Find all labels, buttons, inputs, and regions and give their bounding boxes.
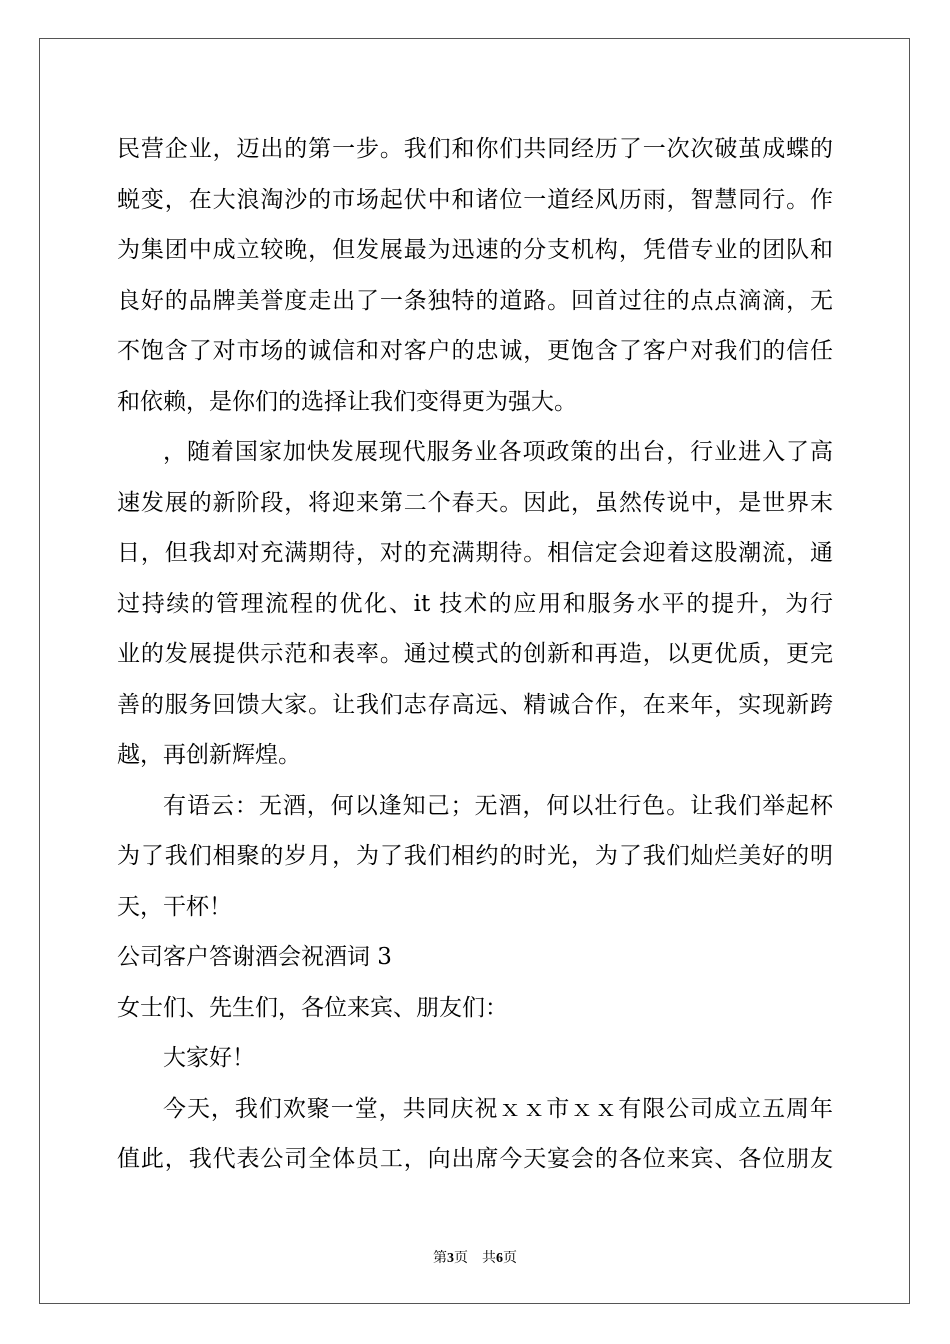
section-heading <box>117 932 833 983</box>
paragraph <box>117 1084 833 1185</box>
text-line: 业的发展提供示范和表率。通过模式的创新和再造，以更优质，更完 <box>117 641 833 667</box>
total-prefix: 共 <box>482 1251 496 1266</box>
text-line: 有语云：无酒，何以逢知己；无酒，何以壮行色。让我们举起杯 <box>163 792 833 819</box>
document-body <box>117 124 833 1185</box>
text-line: 越，再创新辉煌。 <box>117 742 301 768</box>
text-line: 值此，我代表公司全体员工，向出席今天宴会的各位来宾、各位朋友 <box>117 1146 833 1172</box>
text-line: 速发展的新阶段，将迎来第二个春天。因此，虽然传说中，是世界末 <box>117 489 833 516</box>
paragraph <box>117 427 833 781</box>
text-line: 女士们、先生们，各位来宾、朋友们： <box>117 994 508 1021</box>
text-line: 良好的品牌美誉度走出了一条独特的道路。回首过往的点点滴滴，无 <box>117 287 833 314</box>
total-pages: 6 <box>496 1251 503 1266</box>
text-line: 和依赖，是你们的选择让我们变得更为强大。 <box>117 388 577 415</box>
text-line: 日，但我却对充满期待，对的充满期待。相信定会迎着这股潮流，通 <box>117 540 833 566</box>
text-line: 善的服务回馈大家。让我们志存高远、精诚合作，在来年，实现新跨 <box>117 691 833 718</box>
page-footer <box>0 1247 950 1267</box>
page-suffix: 页 <box>454 1251 468 1266</box>
text-line: ，随着国家加快发展现代服务业各项政策的出台，行业进入了高 <box>163 439 833 465</box>
text-line: 为了我们相聚的岁月，为了我们相约的时光，为了我们灿烂美好的明 <box>117 843 833 869</box>
total-suffix: 页 <box>503 1251 517 1266</box>
heading-text: 公司客户答谢酒会祝酒词 3 <box>117 944 392 970</box>
text-line: 天，干杯！ <box>117 893 232 920</box>
text-line: 今天，我们欢聚一堂，共同庆祝ｘｘ市ｘｘ有限公司成立五周年 <box>163 1095 833 1122</box>
greeting <box>117 1033 833 1084</box>
paragraph <box>117 781 833 933</box>
text-line: 蜕变，在大浪淘沙的市场起伏中和诸位一道经风历雨，智慧同行。作 <box>117 186 833 213</box>
text-line: 民营企业，迈出的第一步。我们和你们共同经历了一次次破茧成蝶的 <box>117 136 833 162</box>
salutation <box>117 983 833 1034</box>
page-prefix: 第 <box>433 1251 447 1266</box>
text-line: 不饱含了对市场的诚信和对客户的忠诚，更饱含了客户对我们的信任 <box>117 338 833 364</box>
text-line: 过持续的管理流程的优化、it 技术的应用和服务水平的提升，为行 <box>117 590 833 617</box>
page-number: 3 <box>447 1251 454 1266</box>
text-line: 为集团中成立较晚，但发展最为迅速的分支机构，凭借专业的团队和 <box>117 237 833 263</box>
paragraph <box>117 124 833 427</box>
text-line: 大家好！ <box>163 1045 255 1071</box>
